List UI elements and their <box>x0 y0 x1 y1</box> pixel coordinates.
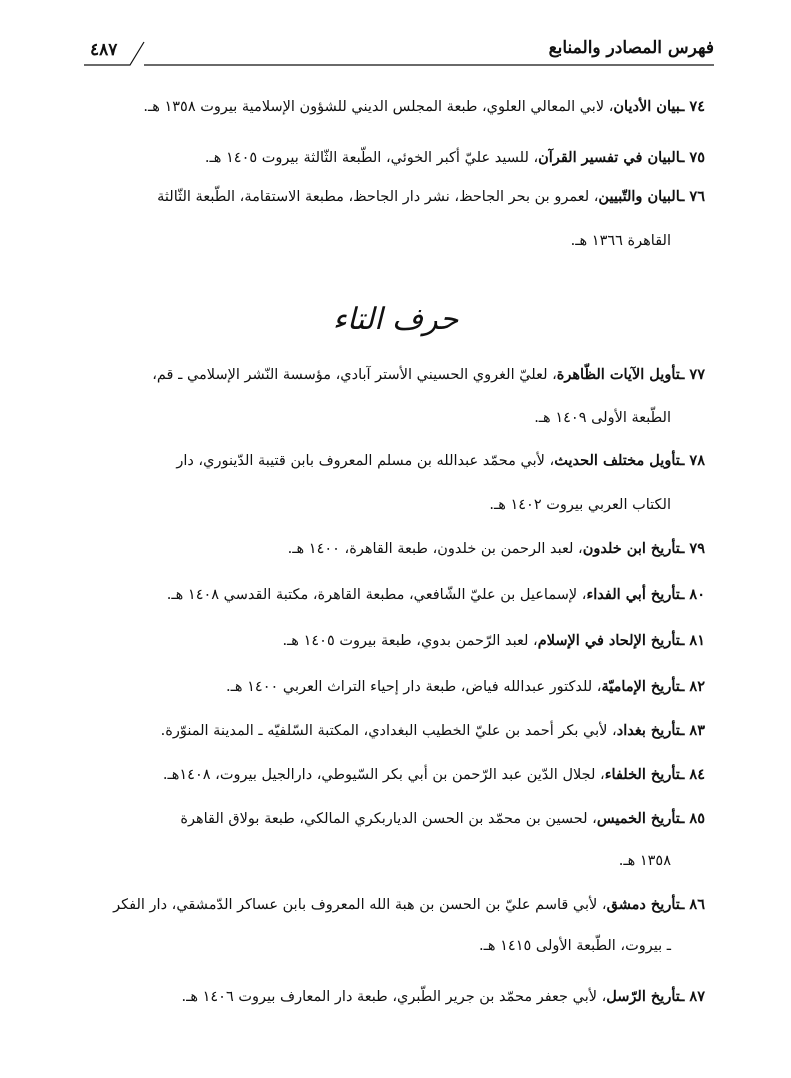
entry-line <box>113 894 705 916</box>
entry-line <box>288 538 705 560</box>
entry-number: ٨٧ ـ <box>680 988 705 1005</box>
entry-title: البيان والتّبيين <box>598 188 681 205</box>
entry-number: ٧٧ ـ <box>680 366 705 383</box>
page-number: ٤٨٧ <box>90 40 118 60</box>
entry-details: ، للسيد عليّ أكبر الخوئي، الطّبعة الثّالثة بيروت ١٤٠٥ هـ. <box>204 150 539 166</box>
entry-details: ، لحسين بن محمّد بن الحسن الدياربكري المالكي، طبعة بولاق القاهرة <box>180 811 597 827</box>
entry-line <box>205 147 705 169</box>
entry-line <box>163 764 705 786</box>
entry-title: تأريخ الرّسل <box>606 988 681 1005</box>
entry-details: ، لابي المعالي العلوي، طبعة المجلس الديني للشؤون الإسلامية بيروت ١٣٥٨ هـ. <box>143 99 614 115</box>
entry-title: تأويل مختلف الحديث <box>554 452 681 469</box>
entry-details: ، لإسماعيل بن عليّ الشّافعي، مطبعة القاهرة، مكتبة القدسي ١٤٠٨ هـ. <box>166 587 587 603</box>
entry-title: تأريخ الإماميّة <box>601 678 681 695</box>
entry-line <box>157 186 705 208</box>
entry-line <box>180 808 705 830</box>
entry-title: تأريخ بغداد <box>616 722 681 739</box>
entry-details: ، لعبد الرحمن بن خلدون، طبعة القاهرة، ١٤٠٠ هـ. <box>287 541 583 557</box>
entry-number: ٧٨ ـ <box>680 452 705 469</box>
entry-number: ٨٣ ـ <box>680 722 705 739</box>
entry-details: الكتاب العربي بيروت ١٤٠٢ هـ. <box>489 497 671 513</box>
entry-number: ٨٢ ـ <box>680 678 705 695</box>
entry-details: ، لأبي قاسم عليّ بن الحسن بن هبة الله المعروف بابن عساكر الدّمشقي، دار الفكر <box>113 897 607 913</box>
entry-details: ، لعبد الرّحمن بدوي، طبعة بيروت ١٤٠٥ هـ. <box>282 633 538 649</box>
entry-details: ، لعليّ الغروي الحسيني الأستر آبادي، مؤسسة النّشر الإسلامي ـ قم، <box>152 367 557 383</box>
entry-line <box>152 364 705 386</box>
entry-details: الطّبعة الأولى ١٤٠٩ هـ. <box>534 410 671 426</box>
entry-number: ٨٥ ـ <box>680 810 705 827</box>
entry-continuation <box>619 850 671 872</box>
section-title: حرف التاء <box>332 302 459 337</box>
entry-details: ، لأبي بكر أحمد بن عليّ الخطيب البغدادي، المكتبة السّلفيّه ـ المدينة المنوّرة. <box>160 723 617 739</box>
entry-title: تأريخ دمشق <box>606 896 681 913</box>
running-title: فهرس المصادر والمنابع <box>548 38 714 58</box>
entry-number: ٧٥ ـ <box>680 149 705 166</box>
entry-title: تأريخ الخلفاء <box>604 766 681 783</box>
entry-number: ٨٦ ـ <box>680 896 705 913</box>
entry-line <box>282 630 705 652</box>
entry-number: ٨٤ ـ <box>680 766 705 783</box>
entry-details: القاهرة ١٣٦٦ هـ. <box>570 233 671 249</box>
entry-line <box>176 450 705 472</box>
entry-title: تأريخ الإلحاد في الإسلام <box>537 632 681 649</box>
entry-title: تأريخ أبي الفداء <box>586 586 681 603</box>
entry-line <box>167 584 705 606</box>
entry-line <box>226 676 705 698</box>
entry-number: ٨١ ـ <box>680 632 705 649</box>
entry-line <box>161 720 705 742</box>
entry-details: ، لأبي جعفر محمّد بن جرير الطّبري، طبعة دار المعارف بيروت ١٤٠٦ هـ. <box>181 989 607 1005</box>
entry-number: ٨٠ ـ <box>680 586 705 603</box>
entry-number: ٧٩ ـ <box>680 540 705 557</box>
entry-details: ، لأبي محمّد عبدالله بن مسلم المعروف بابن قتيبة الدّينوري، دار <box>176 453 555 469</box>
entry-details: ، للدكتور عبدالله فياض، طبعة دار إحياء التراث العربي ١٤٠٠ هـ. <box>226 679 602 695</box>
entry-number: ٧٤ ـ <box>680 98 705 115</box>
entry-details: ١٣٥٨ هـ. <box>618 853 671 869</box>
entry-continuation <box>479 935 671 957</box>
entry-title: البيان في تفسير القرآن <box>538 149 681 166</box>
entry-continuation <box>489 494 671 516</box>
entry-title: تأريخ الخميس <box>596 810 681 827</box>
entry-title: تأريخ ابن خلدون <box>582 540 681 557</box>
entry-continuation <box>534 407 671 429</box>
entry-details: ـ بيروت، الطّبعة الأولى ١٤١٥ هـ. <box>479 938 671 954</box>
entry-title: تأويل الآيات الظّاهرة <box>556 366 681 383</box>
entry-number: ٧٦ ـ <box>680 188 705 205</box>
entry-details: ، لجلال الدّين عبد الرّحمن بن أبي بكر السّيوطي، دارالجيل بيروت، ١٤٠٨هـ. <box>162 767 605 783</box>
entry-title: بيان الأديان <box>613 98 681 115</box>
entry-details: ، لعمرو بن بحر الجاحظ، نشر دار الجاحظ، مطبعة الاستقامة، الطّبعة الثّالثة <box>157 189 599 205</box>
entry-line <box>143 96 705 118</box>
page-header <box>84 36 714 66</box>
entry-line <box>181 986 705 1008</box>
entry-continuation <box>571 230 671 252</box>
